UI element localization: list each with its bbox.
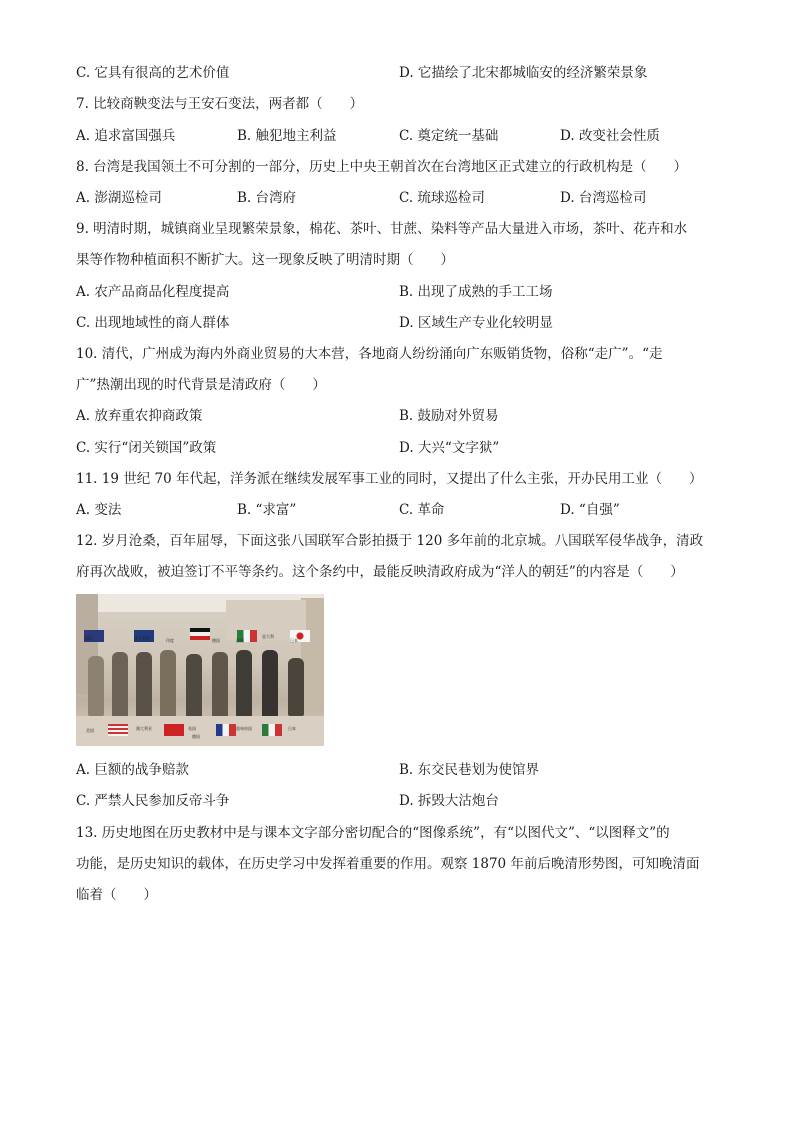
caption-bottom-6: 日本 [288,726,296,731]
caption-top-6: 意大利 [262,634,274,639]
caption-top-5: 法国 [236,638,244,643]
q7-option-c: C. 奠定统一基础 [399,128,499,144]
soldier-2 [112,652,128,718]
q7-stem: 7. 比较商鞅变法与王安石变法，两者都（ ） [76,96,364,112]
q12-stem-line2: 府再次战败，被迫签订不平等条约。这个条约中，最能反映清政府成为“洋人的朝廷”的内容是（ ） [76,564,684,580]
q11-option-a: A. 变法 [76,502,122,518]
q9-option-c: C. 出现地域性的商人群体 [76,315,230,331]
q13-stem-line2: 功能，是历史知识的载体，在历史学习中发挥着重要的作用。观察 1870 年前后晚清形势图，可知晚清面 [76,856,700,872]
flag-germany-top [190,628,210,640]
q12-option-b: B. 东交民巷划为使馆界 [399,762,540,778]
caption-bottom-1: 美国 [86,728,94,733]
q11-option-b: B. “求富” [237,502,297,518]
q8-option-b: B. 台湾府 [237,190,297,206]
q12-stem-line1: 12. 岁月沧桑，百年屈辱，下面这张八国联军合影拍摄于 120 多年前的北京城。八国联军侵华战争，清政 [76,533,704,549]
q7-option-b: B. 触犯地主利益 [237,128,337,144]
flag-france-bottom [216,724,236,736]
q7-option-a: A. 追求富国强兵 [76,128,176,144]
caption-top-2: 澳大利亚 [134,636,150,641]
soldier-3 [136,652,152,718]
q10-option-b: B. 鼓励对外贸易 [399,408,499,424]
caption-bottom-2: 澳大利亚 [136,726,152,731]
flag-red-bottom [164,724,184,736]
q10-option-d: D. 大兴“文字狱” [399,440,500,456]
q9-option-b: B. 出现了成熟的手工工场 [399,284,553,300]
caption-bottom-4: 德国 [192,734,200,739]
flag-usa-bottom [108,724,128,736]
soldier-5 [186,654,202,718]
q8-option-d: D. 台湾巡检司 [560,190,647,206]
q10-option-c: C. 实行“闭关锁国”政策 [76,440,217,456]
q8-option-a: A. 澎湖巡检司 [76,190,162,206]
q6-option-d: D. 它描绘了北宋都城临安的经济繁荣景象 [399,65,648,81]
q9-option-d: D. 区域生产专业化较明显 [399,315,553,331]
caption-top-7: 日本 [290,638,298,643]
caption-top-3: 印度 [166,638,174,643]
soldier-1 [88,656,104,716]
soldier-7 [236,650,252,718]
soldier-4 [160,650,176,718]
q10-option-a: A. 放弃重农抑商政策 [76,408,203,424]
soldier-9 [288,658,304,716]
q9-stem-line2: 果等作物种植面积不断扩大。这一现象反映了明清时期（ ） [76,252,454,268]
q12-option-a: A. 巨额的战争赔款 [76,762,189,778]
flag-italy-bottom [262,724,282,736]
q11-option-c: C. 革命 [399,502,445,518]
caption-top-1: 英国 [84,636,92,641]
q9-option-a: A. 农产品商品化程度提高 [76,284,230,300]
q11-option-d: D. “自强” [560,502,620,518]
q6-option-c: C. 它具有很高的艺术价值 [76,65,230,81]
caption-top-4: 德国 [212,638,220,643]
q11-stem: 11. 19 世纪 70 年代起，洋务派在继续发展军事工业的同时，又提出了什么主张，开办民用工业（ ） [76,471,703,487]
caption-bottom-3: 英国 [188,726,196,731]
q12-option-d: D. 拆毁大沽炮台 [399,793,499,809]
q8-option-c: C. 琉球巡检司 [399,190,485,206]
q10-stem-line1: 10. 清代，广州成为海内外商业贸易的大本营，各地商人纷纷涌向广东贩销货物，俗称“走广”。“走 [76,346,663,362]
q8-stem: 8. 台湾是我国领土不可分割的一部分，历史上中央王朝首次在台湾地区正式建立的行政机构是（ ） [76,159,688,175]
eight-nation-alliance-photo [76,594,324,746]
caption-bottom-5: 奥匈帝国 [236,726,252,731]
soldier-6 [212,652,228,718]
q7-option-d: D. 改变社会性质 [560,128,660,144]
soldier-8 [262,650,278,718]
q9-stem-line1: 9. 明清时期，城镇商业呈现繁荣景象，棉花、茶叶、甘蔗、染料等产品大量进入市场，茶叶、花卉和水 [76,221,688,237]
q13-stem-line1: 13. 历史地图在历史教材中是与课本文字部分密切配合的“图像系统”，有“以图代文”、“以图释文”的 [76,825,670,841]
q13-stem-line3: 临着（ ） [76,887,157,903]
q12-option-c: C. 严禁人民参加反帝斗争 [76,793,230,809]
q10-stem-line2: 广”热潮出现的时代背景是清政府（ ） [76,377,326,393]
